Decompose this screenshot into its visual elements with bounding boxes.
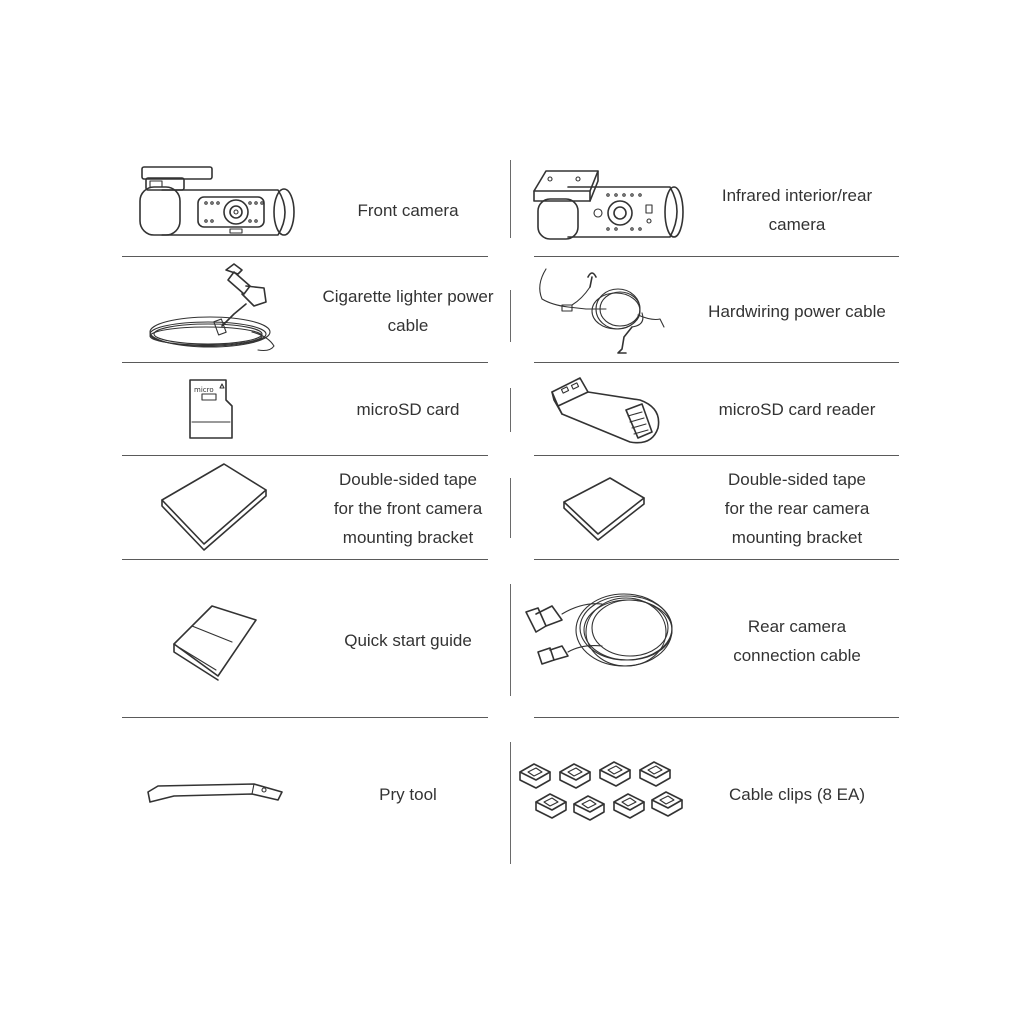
item-label-cigarette-cable: Cigarette lighter power cable xyxy=(322,287,494,335)
row-divider xyxy=(534,362,899,363)
microsd-card-icon xyxy=(186,376,240,442)
cigarette-cable-icon xyxy=(146,262,286,354)
row-divider xyxy=(122,559,488,560)
row-divider xyxy=(122,717,488,718)
card-reader-icon xyxy=(544,372,666,448)
item-label-quick-guide: Quick start guide xyxy=(344,631,472,650)
item-label-hardwiring-cable: Hardwiring power cable xyxy=(708,302,886,321)
svg-text:micro: micro xyxy=(194,386,214,394)
cable-clips-icon xyxy=(516,760,686,826)
pry-tool-icon xyxy=(144,774,288,810)
item-label-microsd-card: microSD card xyxy=(356,400,460,419)
row-divider xyxy=(122,256,488,257)
hardwiring-cable-icon xyxy=(532,265,682,357)
row-divider xyxy=(122,455,488,456)
row-divider xyxy=(122,362,488,363)
item-label-pry-tool: Pry tool xyxy=(379,785,437,804)
row-divider xyxy=(534,256,899,257)
row-divider xyxy=(534,455,899,456)
item-label-front-tape: Double-sided tape for the front camera mounting bracket xyxy=(333,470,483,547)
row-divider xyxy=(534,559,899,560)
rear-tape-icon xyxy=(560,474,648,544)
rear-cable-icon xyxy=(522,584,678,682)
item-label-front-camera: Front camera xyxy=(357,201,459,220)
front-tape-icon xyxy=(158,460,270,552)
item-label-rear-camera: Infrared interior/rear camera xyxy=(721,186,873,234)
item-label-rear-tape: Double-sided tape for the rear camera mounting bracket xyxy=(724,470,870,547)
quick-guide-icon xyxy=(168,600,262,680)
item-label-cable-clips: Cable clips (8 EA) xyxy=(728,785,866,804)
item-label-rear-cable: Rear camera connection cable xyxy=(733,617,861,665)
row-divider xyxy=(534,717,899,718)
rear-camera-icon xyxy=(528,165,688,247)
front-camera-icon xyxy=(132,165,302,245)
item-label-card-reader: microSD card reader xyxy=(718,400,876,419)
